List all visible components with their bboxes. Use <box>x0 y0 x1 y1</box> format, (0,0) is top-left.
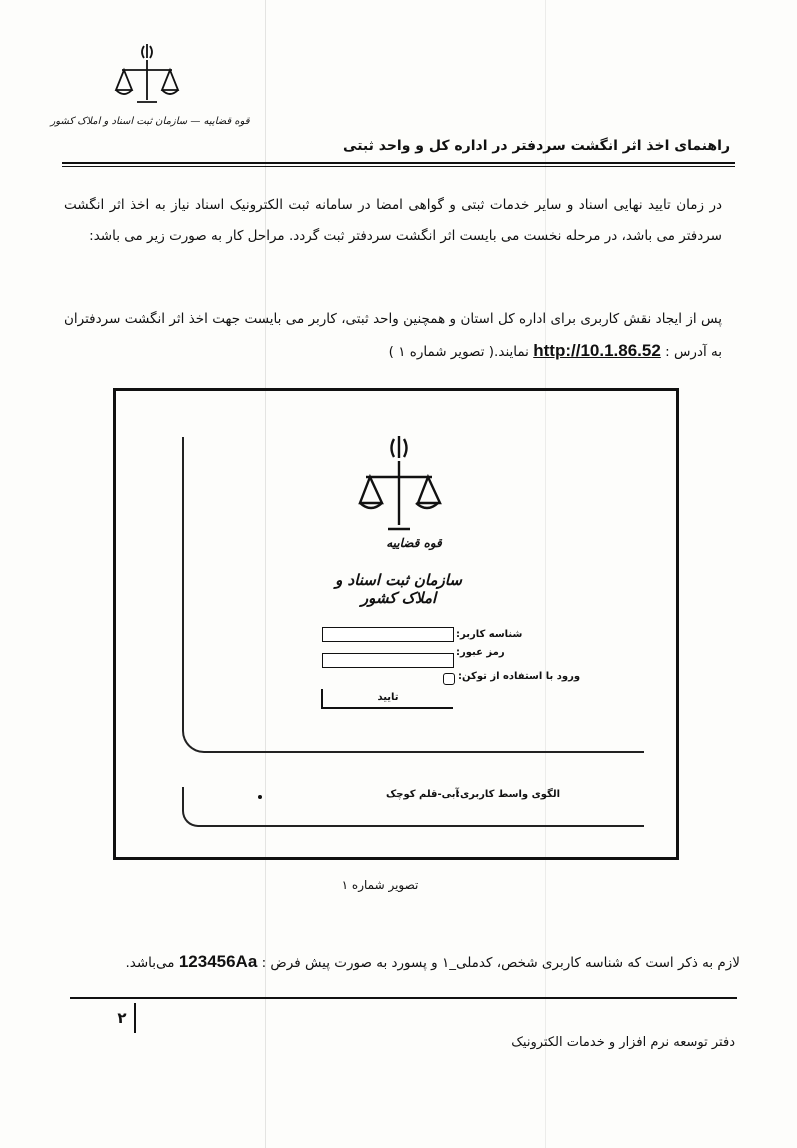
organization-name: سازمان ثبت اسناد و املاک کشور <box>335 571 462 607</box>
default-credentials-note <box>60 952 740 972</box>
instruction-text: پس از ایجاد نقش کاربری برای اداره کل استان و همچنین واحد ثبتی، کاربر می بایست جهت اخذ اثر انگشت سردفتران به آدرس : <box>64 311 722 360</box>
judiciary-emblem-icon <box>50 40 250 150</box>
note-suffix: می‌باشد. <box>125 955 175 971</box>
instruction-paragraph <box>64 304 722 368</box>
footer-office-name: دفتر توسعه نرم افزار و خدمات الکترونیک <box>511 1035 735 1050</box>
username-label: شناسه کاربر: <box>456 629 523 640</box>
svg-text:قوه قضاییه: قوه قضاییه <box>386 536 442 550</box>
confirm-button[interactable]: تایید <box>321 689 453 709</box>
page-number: ۲ <box>110 1003 136 1033</box>
judiciary-emblem-icon <box>354 431 444 551</box>
username-input[interactable] <box>322 627 454 642</box>
token-login-label: ورود با استفاده از توکن: <box>458 671 581 682</box>
ui-pattern-value[interactable]: آبی-قلم کوچک <box>386 789 459 800</box>
intro-paragraph: در زمان تایید نهایی اسناد و سایر خدمات ثبتی و گواهی امضا در سامانه ثبت الکترونیک اسناد نیاز به اخذ اثر انگشت سردفتر می باشد، در مرحله نخست می بایست اثر انگشت سردفتر ثبت گردد. مراحل کار به صورت زیر می باشد: <box>64 197 722 244</box>
default-password: 123456Aa <box>178 952 258 971</box>
page-header-title: راهنمای اخذ اثر انگشت سردفتر در اداره کل و واحد ثبتی <box>343 138 730 154</box>
server-url-link[interactable]: http://10.1.86.52 <box>533 341 661 360</box>
note-text: لازم به ذکر است که شناسه کاربری شخص، کدملی_۱ و پسورد به صورت پیش فرض : <box>261 955 740 971</box>
footer-divider <box>70 997 737 999</box>
ui-pattern-label: الگوی واسط کاربری: <box>456 789 561 800</box>
password-input[interactable] <box>322 653 454 668</box>
login-screenshot-figure <box>113 388 679 860</box>
instruction-text-end: نمایند.( تصویر شماره ۱ ) <box>388 344 529 360</box>
svg-text:قوه قضاییه — سازمان ثبت اسناد: قوه قضاییه — سازمان ثبت اسناد و املاک کشور <box>50 116 250 127</box>
password-label: رمز عبور: <box>456 647 505 658</box>
figure-caption: تصویر شماره ۱ <box>341 878 419 892</box>
bullet-dot <box>258 795 262 799</box>
header-divider <box>62 166 735 167</box>
token-login-checkbox[interactable] <box>443 673 455 685</box>
header-divider <box>62 162 735 164</box>
